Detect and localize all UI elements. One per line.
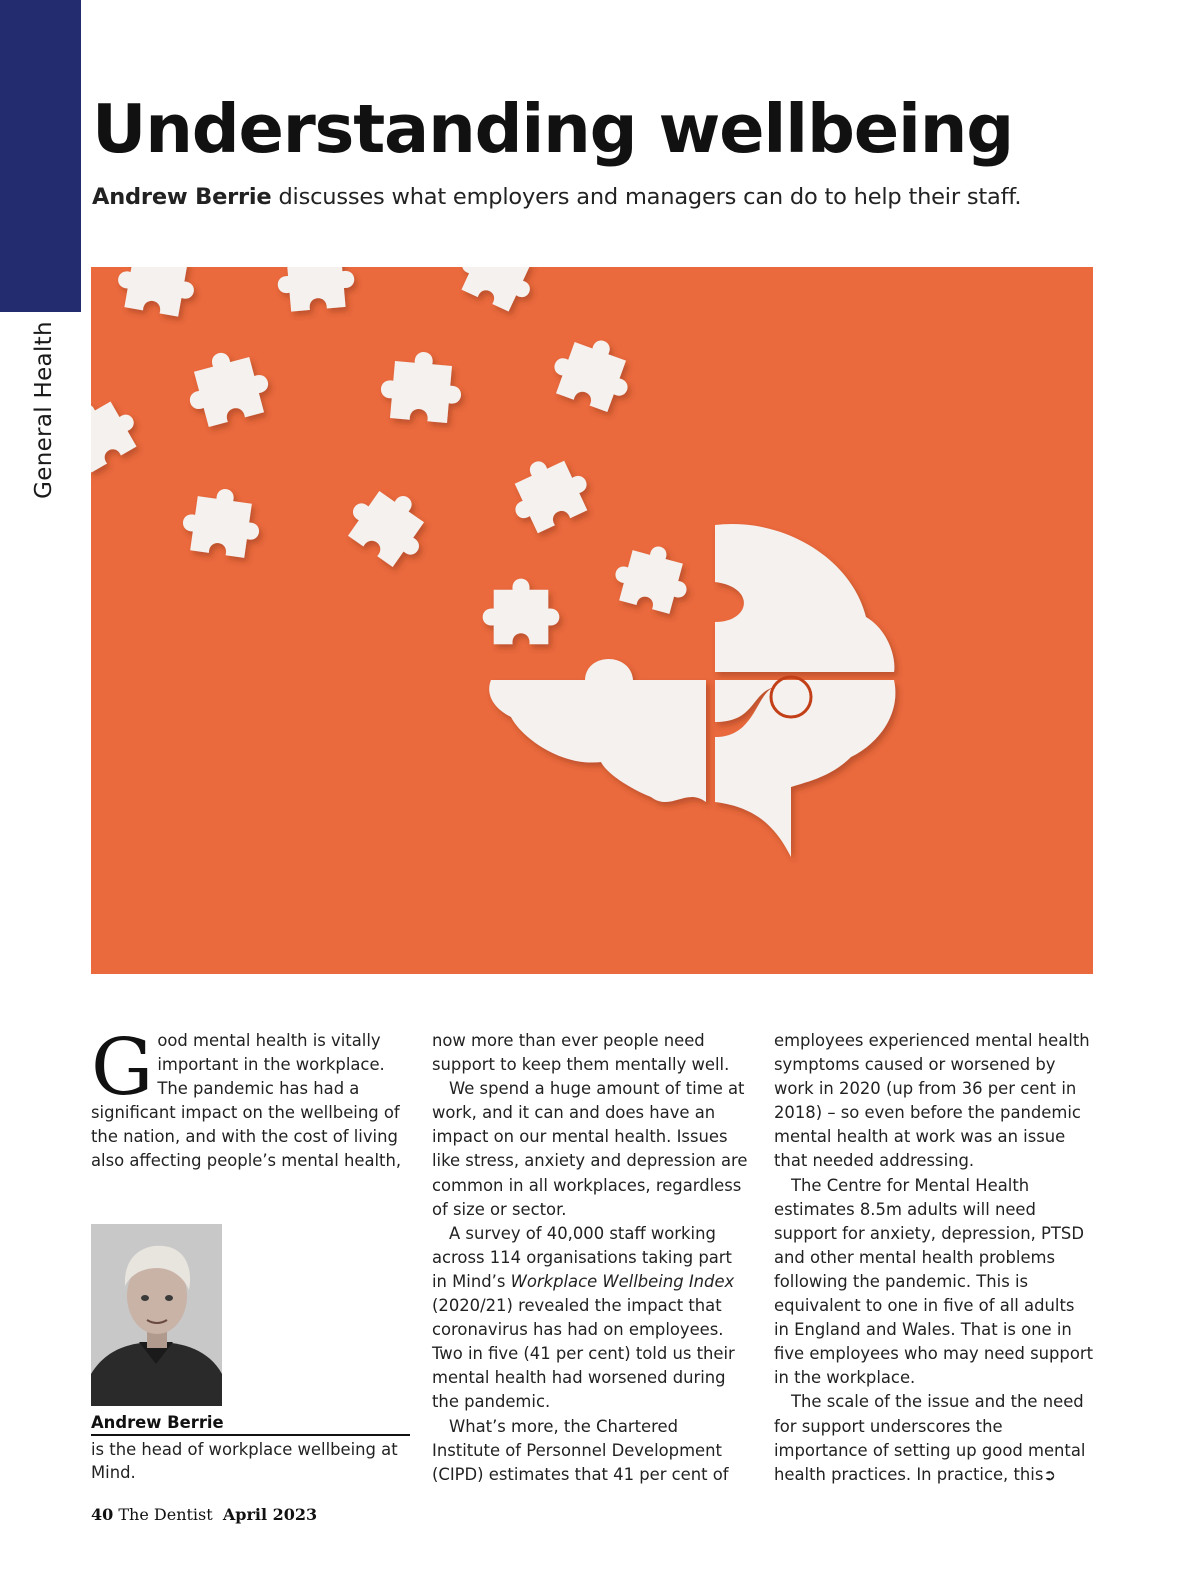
issue-date: April 2023	[222, 1505, 318, 1524]
index-name: Workplace Wellbeing Index	[510, 1271, 735, 1291]
body-column-1	[91, 1023, 411, 1174]
publication-name: The Dentist	[118, 1505, 213, 1524]
body-paragraph: employees experienced mental health symptoms caused or worsened by work in 2020 (up from 36 per cent in 2018) – so even before the pandemic mental health at work was an issue that needed addressing.	[774, 1031, 1090, 1171]
article-title: Understanding wellbeing	[92, 90, 1013, 168]
section-label: General Health	[31, 321, 57, 499]
continue-arrow-icon: ➲	[1043, 1465, 1056, 1484]
drop-cap: G	[91, 1023, 154, 1113]
body-paragraph: What’s more, the Chartered Institute of Personnel Development (CIPD) estimates that 41 per cent of	[432, 1416, 729, 1484]
author-name: Andrew Berrie	[91, 1413, 410, 1436]
standfirst	[92, 184, 1021, 210]
body-paragraph	[432, 1222, 750, 1415]
body-text: A survey of 40,000 staff working across 114 organisations taking part in Mind’s	[432, 1223, 732, 1291]
body-column-3	[774, 1029, 1094, 1487]
hero-image	[91, 267, 1093, 974]
standfirst-author: Andrew Berrie	[92, 184, 272, 210]
body-paragraph	[774, 1390, 1094, 1486]
page-footer	[91, 1505, 317, 1524]
page-number: 40	[91, 1505, 114, 1524]
standfirst-text: discusses what employers and managers can do to help their staff.	[271, 184, 1022, 210]
author-bio: is the head of workplace wellbeing at Mind.	[91, 1440, 398, 1482]
body-text: The scale of the issue and the need for support underscores the importance of setting up good mental health practices. In practice, this	[774, 1392, 1086, 1484]
puzzle-piece	[114, 267, 201, 319]
body-paragraph: The Centre for Mental Health estimates 8.5m adults will need support for anxiety, depression, PTSD and other mental health problems following the pandemic. This is equivalent to one in five of all adults in England and Wales. That is one in five employees who may need support in the workplace.	[774, 1175, 1094, 1388]
author-photo	[91, 1224, 222, 1406]
body-paragraph: We spend a huge amount of time at work, and it can and does have an impact on our mental health. Issues like stress, anxiety and depression are common in all workplaces, regardless of size or sector.	[432, 1079, 748, 1219]
section-color-bar	[0, 0, 81, 312]
body-text: (2020/21) revealed the impact that coronavirus has had on employees. Two in five (41 per cent) told us their mental health had worsened during the pandemic.	[432, 1296, 735, 1412]
body-paragraph: now more than ever people need support to keep them mentally well.	[432, 1031, 730, 1075]
body-paragraph: ood mental health is vitally important in the workplace. The pandemic has had a significant impact on the wellbeing of the nation, and with the cost of living also affecting people’s mental health,	[91, 1031, 402, 1171]
body-column-2	[432, 1029, 750, 1487]
